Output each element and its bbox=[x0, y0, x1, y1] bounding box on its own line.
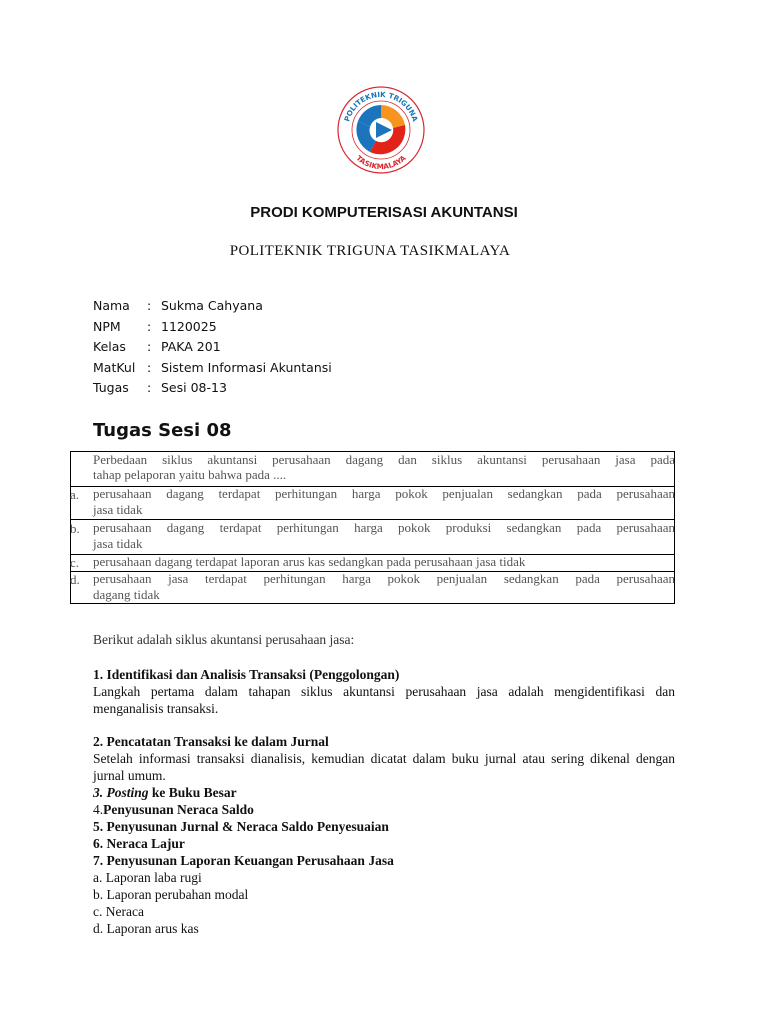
step2-text: Setelah informasi transaksi dianalisis, kemudian dicatat dalam buku jurnal atau sering dikenal dengan jurnal umum. bbox=[93, 751, 675, 783]
answer-intro: Berikut adalah siklus akuntansi perusahaan jasa: bbox=[93, 632, 355, 647]
option-letter: b. bbox=[70, 521, 80, 536]
play-emblem-icon bbox=[356, 105, 405, 154]
info-row-tugas: Tugas : Sesi 08-13 bbox=[93, 380, 332, 401]
info-value: Sistem Informasi Akuntansi bbox=[161, 359, 332, 375]
report-item: c. Neraca bbox=[93, 904, 144, 919]
step4-title bbox=[93, 801, 675, 818]
info-label: Kelas bbox=[93, 339, 126, 354]
step7-title: 7. Penyusunan Laporan Keuangan Perusahaan Jasa bbox=[93, 853, 394, 868]
question-stem-line2: tahap pelaporan yaitu bahwa pada .... bbox=[93, 467, 287, 482]
logo-ring-top-text: POLITEKNIK TRIGUNA bbox=[342, 89, 420, 123]
option-letter: a. bbox=[70, 487, 80, 502]
step3-num: 3. bbox=[93, 785, 104, 800]
step4-num: 4. bbox=[93, 802, 104, 817]
step3-italic: Posting bbox=[106, 785, 149, 800]
info-label: MatKul bbox=[93, 359, 136, 375]
question-stem-line1: Perbedaan siklus akuntansi perusahaan dagang dan siklus akuntansi perusahaan jasa pada bbox=[93, 452, 675, 467]
info-label: Tugas bbox=[93, 380, 129, 395]
institution-heading: POLITEKNIK TRIGUNA TASIKMALAYA bbox=[229, 243, 511, 259]
option-c-line1: perusahaan dagang terdapat laporan arus kas sedangkan pada perusahaan jasa tidak bbox=[93, 554, 526, 569]
step6-title: 6. Neraca Lajur bbox=[93, 836, 185, 851]
option-d-line2: dagang tidak bbox=[93, 587, 160, 602]
info-row-matkul: MatKul : Sistem Informasi Akuntansi bbox=[93, 360, 332, 381]
option-letter: d. bbox=[70, 572, 80, 587]
info-value: Sesi 08-13 bbox=[161, 380, 227, 395]
step2-title: 2. Pencatatan Transaksi ke dalam Jurnal bbox=[93, 734, 329, 749]
option-letter: c. bbox=[70, 555, 80, 570]
step1-title: 1. Identifikasi dan Analisis Transaksi (Penggolongan) bbox=[93, 667, 400, 682]
step1-text: Langkah pertama dalam tahapan siklus akuntansi perusahaan jasa adalah mengidentifikasi dan menganalisis transaksi. bbox=[93, 684, 675, 716]
info-row-nama: Nama : Sukma Cahyana bbox=[93, 298, 332, 319]
info-value: Sukma Cahyana bbox=[161, 298, 263, 313]
option-b-line2: jasa tidak bbox=[93, 536, 143, 551]
step4-text: Penyusunan Neraca Saldo bbox=[103, 802, 254, 817]
report-item: b. Laporan perubahan modal bbox=[93, 887, 249, 902]
option-d-line1: perusahaan jasa terdapat perhitungan harga pokok penjualan sedangkan pada perusahaan bbox=[93, 571, 675, 586]
student-info bbox=[93, 298, 332, 401]
option-a-line2: jasa tidak bbox=[93, 502, 143, 517]
report-item: d. Laporan arus kas bbox=[93, 921, 199, 936]
politeknik-triguna-logo bbox=[336, 85, 426, 175]
info-row-kelas: Kelas : PAKA 201 bbox=[93, 339, 332, 360]
section-title: Tugas Sesi 08 bbox=[93, 420, 232, 441]
logo-ring-bottom-text: TASIKMALAYA bbox=[354, 153, 408, 172]
report-item: a. Laporan laba rugi bbox=[93, 870, 202, 885]
option-b-line1: perusahaan dagang terdapat perhitungan harga pokok produksi sedangkan pada perusahaan bbox=[93, 520, 675, 535]
prodi-heading: PRODI KOMPUTERISASI AKUNTANSI bbox=[250, 204, 518, 221]
option-a-line1: perusahaan dagang terdapat perhitungan harga pokok penjualan sedangkan pada perusahaan bbox=[93, 486, 675, 501]
info-row-npm: NPM : 1120025 bbox=[93, 319, 332, 340]
info-value: PAKA 201 bbox=[161, 339, 221, 354]
info-label: NPM bbox=[93, 318, 121, 334]
step3-rest: ke Buku Besar bbox=[151, 785, 237, 800]
step5-title: 5. Penyusunan Jurnal & Neraca Saldo Penyesuaian bbox=[93, 819, 389, 834]
step3-title bbox=[93, 784, 675, 801]
info-label: Nama bbox=[93, 298, 130, 313]
info-value: 1120025 bbox=[161, 318, 217, 334]
